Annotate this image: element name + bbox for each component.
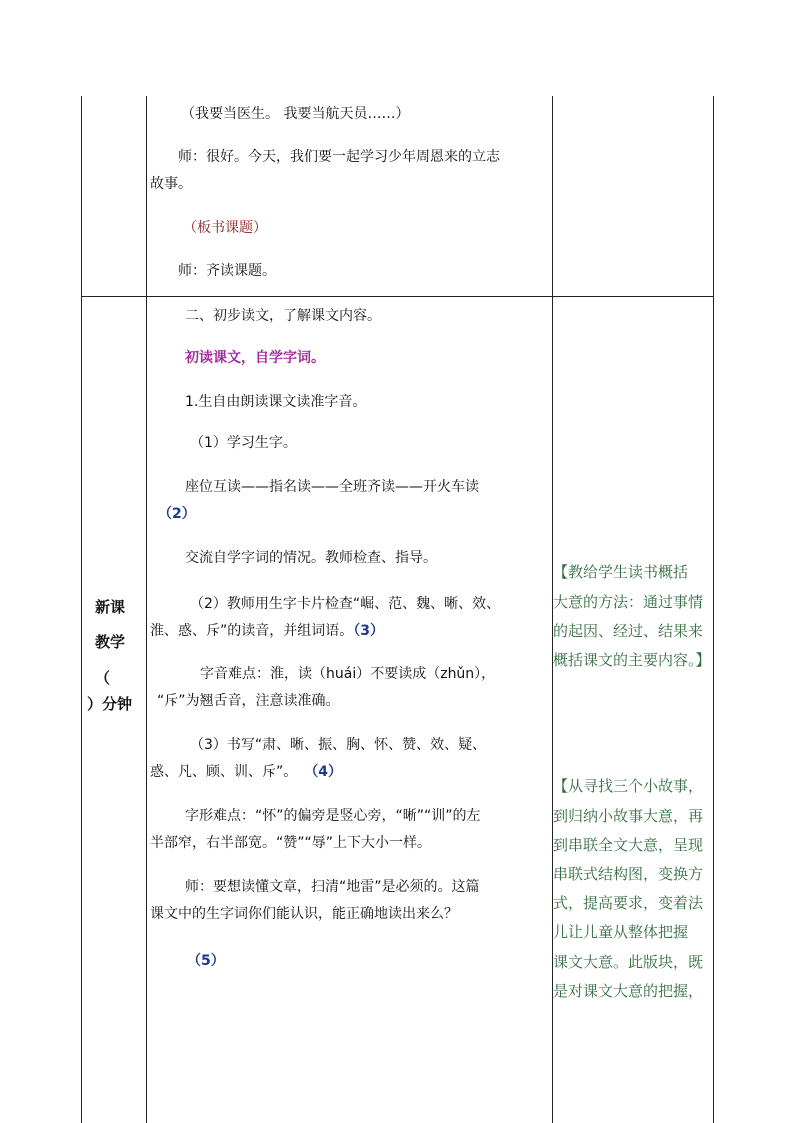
item-3-line1: （3）书写“肃、晰、振、胸、怀、赞、效、疑、 <box>190 737 487 753</box>
teacher-line: 师：很好。今天，我们要一起学习少年周恩来的立志 <box>178 149 500 165</box>
board-title-note <box>183 218 267 238</box>
note1-line2: 大意的方法：通过事情 <box>553 593 704 611</box>
note2-line2: 到归纳小故事大意，再 <box>553 807 704 825</box>
section-label-line1: 新课 <box>95 598 126 616</box>
note1-line3: 的起因、经过、结果来 <box>553 622 704 640</box>
table-col-divider-1 <box>146 96 147 1123</box>
table-right-border <box>713 96 714 1123</box>
board-open: （ <box>183 220 197 236</box>
reading-modes: 座位互读——指名读——全班齐读——开火车读 <box>185 479 479 495</box>
board-close: ） <box>253 220 267 236</box>
item-1-1: （1）学习生字。 <box>190 435 297 451</box>
teacher-line-cont: 故事。 <box>150 176 192 192</box>
note2-line1: 【从寻找三个小故事， <box>553 777 704 795</box>
note2-line6: 儿让儿童从整体把握 <box>553 923 689 941</box>
section-label-line3: （ <box>95 669 111 687</box>
section-label-line2: 教学 <box>95 633 126 651</box>
table-left-border <box>81 96 82 1123</box>
shape-line1: 字形难点：“怀”的偏旁是竖心旁，“晰”“训”的左 <box>185 808 481 824</box>
note2-line7: 课文大意。此版块，既 <box>553 953 704 971</box>
note1-line4: 概括课文的主要内容。】 <box>553 651 711 669</box>
read-title-line: 师：齐读课题。 <box>178 263 276 279</box>
item-2-line1: （2）教师用生字卡片检查“崛、范、魏、晰、效、 <box>190 596 501 612</box>
answer-line: （我要当医生。 我要当航天员……） <box>181 106 410 122</box>
section-label-line4: ）分钟 <box>87 695 133 713</box>
pronunciation-line1: 字音难点：淮，读（huái）不要读成（zhǔn）， <box>200 666 496 682</box>
note1-line1: 【教给学生读书概括 <box>553 563 689 581</box>
item-1: 1.生自由朗读课文读准字音。 <box>185 394 367 410</box>
marker-2: （2） <box>158 506 196 522</box>
item-2-text: 淮、惑、斥”的读音，并组词语。 <box>150 623 354 639</box>
note2-line8: 是对课文大意的把握， <box>553 982 704 1000</box>
note2-line5: 式，提高要求，变着法 <box>553 894 704 912</box>
item-2-line2 <box>150 621 384 641</box>
board-title-text: 板书课题 <box>197 220 253 236</box>
marker-5: （5） <box>187 953 225 969</box>
item-3-text: 惑、凡、顾、训、斥”。 <box>150 764 298 780</box>
shape-line2: 半部窄，右半部宽。“赞”“辱”上下大小一样。 <box>150 835 432 851</box>
note2-line4: 串联式结构图，变换方 <box>553 865 704 883</box>
note2-line3: 到串联全文大意，呈现 <box>553 836 704 854</box>
pronunciation-line2: “斥”为翘舌音，注意读准确。 <box>157 693 340 709</box>
teacher-question-line2: 课文中的生字词你们能认识，能正确地读出来么？ <box>150 906 458 922</box>
marker-3: （3） <box>353 623 385 639</box>
item-3-line2 <box>150 762 342 782</box>
section-heading: 二、初步读文，了解课文内容。 <box>185 308 381 324</box>
marker-4: （4） <box>311 764 343 780</box>
exchange-line: 交流自学字词的情况。教师检查、指导。 <box>185 550 437 566</box>
teacher-question-line1: 师：要想读懂文章，扫清“地雷”是必须的。这篇 <box>185 879 480 895</box>
section-subheading: 初读课文，自学字词。 <box>185 350 325 366</box>
table-row-divider <box>81 296 714 297</box>
